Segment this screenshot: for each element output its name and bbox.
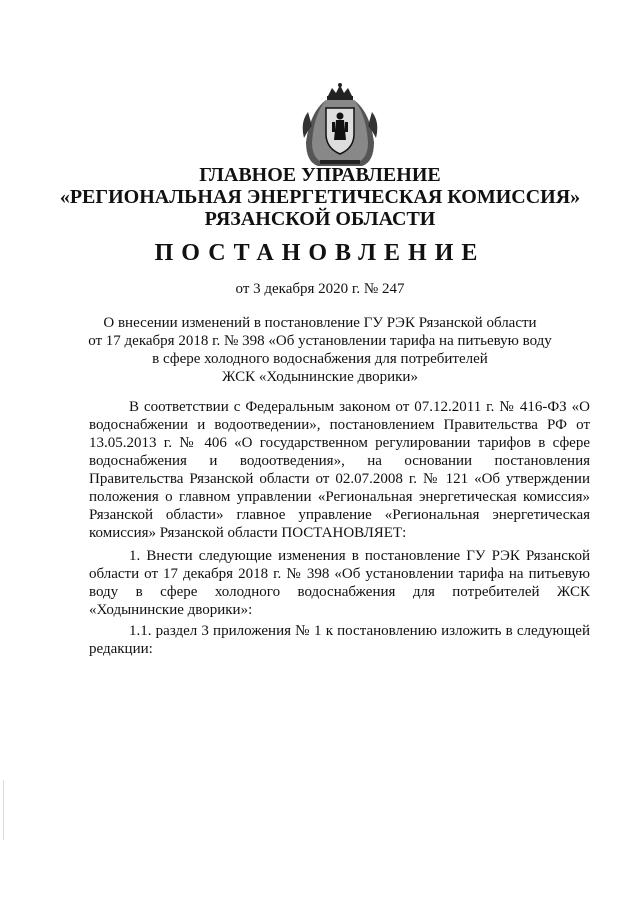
decree-date-number: от 3 декабря 2020 г. № 247 (235, 281, 405, 297)
subject-line-3: в сфере холодного водоснабжения для потребителей (152, 351, 488, 367)
preamble-paragraph: В соответствии с Федеральным законом от 07.12.2011 г. № 416-ФЗ «О водоснабжении и водоотведении», постановлением Правительства РФ от 13.05.2013 г. № 406 «О государственном регулировании тарифов в сфере водоснабжения и водоотведения», на основании постановления Правительства Рязанской области от 02.07.2008 г. № 121 «Об утверждении положения о главном управлении «Региональная энергетическая комиссия» Рязанской области» главное управление «Региональная энергетическая комиссия» Рязанской области ПОСТАНОВЛЯЕТ: (89, 399, 590, 541)
subject-line-2: от 17 декабря 2018 г. № 398 «Об установлении тарифа на питьевую воду (88, 333, 552, 349)
scan-edge-mark (3, 780, 4, 840)
subject-line-4: ЖСК «Ходынинские дворики» (222, 369, 418, 385)
subject-line-1: О внесении изменений в постановление ГУ РЭК Рязанской области (103, 315, 537, 331)
coat-of-arms-icon (296, 82, 384, 170)
item-1-paragraph: 1. Внести следующие изменения в постановление ГУ РЭК Рязанской области от 17 декабря 2018 г. № 398 «Об установлении тарифа на питьевую воду в сфере холодного водоснабжения для потребителей ЖСК «Ходынинские дворики»: (89, 548, 590, 618)
decree-title: ПОСТАНОВЛЕНИЕ (154, 240, 486, 266)
header-line-2: «РЕГИОНАЛЬНАЯ ЭНЕРГЕТИЧЕСКАЯ КОМИССИЯ» (59, 186, 581, 208)
header-line-1: ГЛАВНОЕ УПРАВЛЕНИЕ (199, 164, 441, 186)
decree-subject (80, 314, 560, 386)
authority-header (40, 164, 600, 230)
item-1-1-paragraph: 1.1. раздел 3 приложения № 1 к постановлению изложить в следующей редакции: (89, 623, 590, 657)
header-line-3: РЯЗАНСКОЙ ОБЛАСТИ (204, 208, 436, 230)
